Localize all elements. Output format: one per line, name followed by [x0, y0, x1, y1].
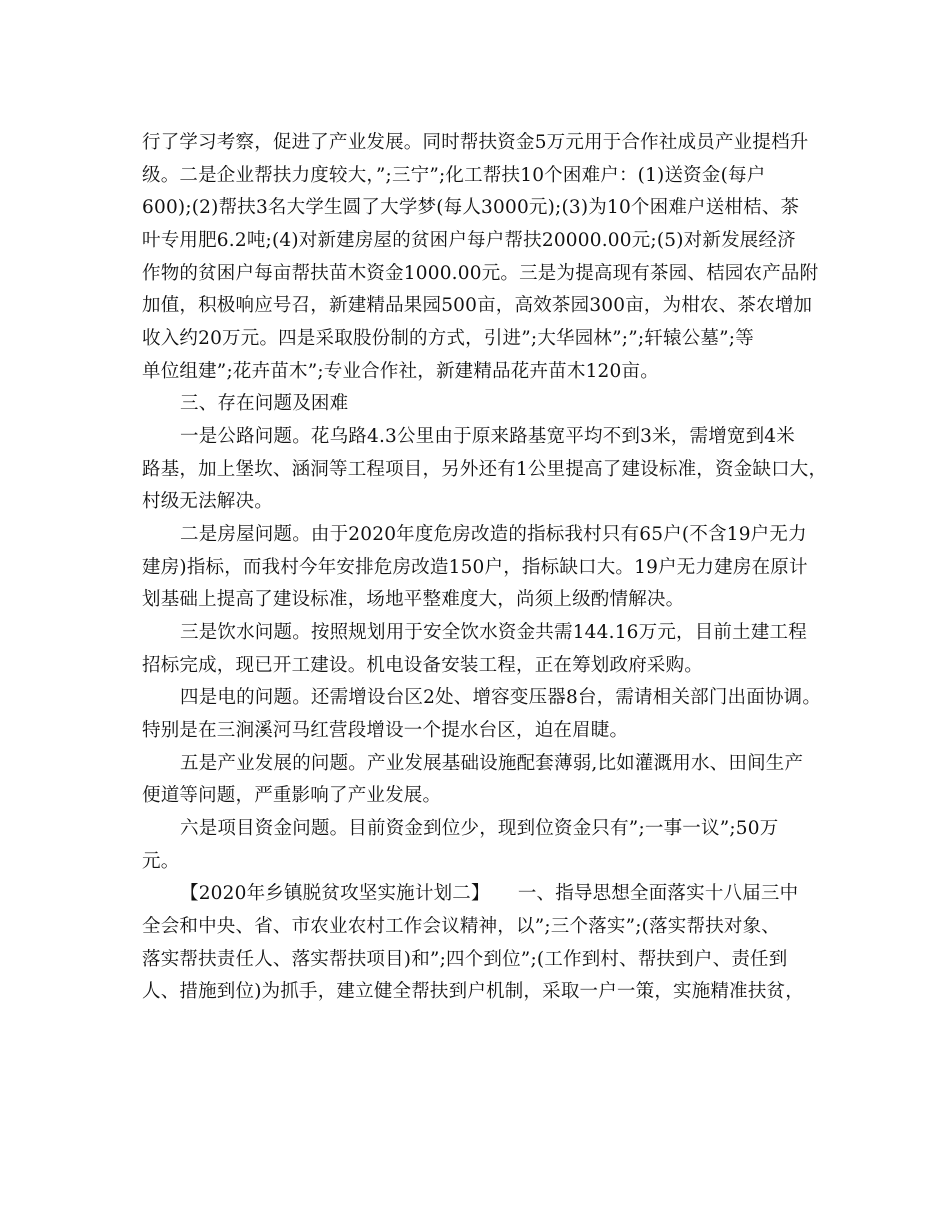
text-line: 元。	[142, 851, 180, 872]
text-line: 村级无法解决。	[142, 491, 273, 512]
text-line: 二是房屋问题。由于2020年度危房改造的指标我村只有65户(不含19户无力	[180, 524, 807, 545]
section-heading: 三、存在问题及困难	[180, 393, 349, 414]
text-line: 划基础上提高了建设标准，场地平整难度大，尚须上级酌情解决。	[142, 589, 685, 610]
text-line: 五是产业发展的问题。产业发展基础设施配套薄弱,比如灌溉用水、田间生产	[180, 753, 804, 774]
text-line: 建房)指标，而我村今年安排危房改造150户，指标缺口大。19户无力建房在原计	[142, 557, 808, 578]
text-line: 【2020年乡镇脱贫攻坚实施计划二】 一、指导思想全面落实十八届三中	[180, 883, 799, 904]
text-line: 特别是在三涧溪河马红营段增设一个提水台区，迫在眉睫。	[142, 720, 629, 741]
text-line: 便道等问题，严重影响了产业发展。	[142, 785, 442, 806]
text-line: 叶专用肥6.2吨;(4)对新建房屋的贫困户每户帮扶20000.00元;(5)对新发展经济	[142, 230, 796, 251]
text-line: 作物的贫困户每亩帮扶苗木资金1000.00元。三是为提高现有茶园、桔园农产品附	[142, 263, 819, 284]
text-line: 全会和中央、省、市农业农村工作会议精神，以”;三个落实”;(落实帮扶对象、	[142, 916, 781, 937]
text-line: 一是公路问题。花乌路4.3公里由于原来路基宽平均不到3米，需增宽到4米	[180, 426, 795, 447]
text-line: 落实帮扶责任人、落实帮扶项目)和”;四个到位”;(工作到村、帮扶到户、责任到	[142, 949, 788, 970]
text-line: 级。二是企业帮扶力度较大，”;三宁”;化工帮扶10个困难户：(1)送资金(每户	[142, 165, 766, 186]
text-line: 路基，加上堡坎、涵洞等工程项目，另外还有1公里提高了建设标准，资金缺口大，	[142, 459, 828, 480]
text-line: 加值，积极响应号召，新建精品果园500亩，高效茶园300亩，为柑农、茶农增加	[142, 295, 813, 316]
text-line: 四是电的问题。还需增设台区2处、增容变压器8台，需请相关部门出面协调。	[180, 687, 822, 708]
text-line: 单位组建”;花卉苗木”;专业合作社，新建精品花卉苗木120亩。	[142, 361, 659, 382]
text-line: 行了学习考察，促进了产业发展。同时帮扶资金5万元用于合作社成员产业提档升	[142, 132, 809, 153]
text-line: 600);(2)帮扶3名大学生圆了大学梦(每人3000元);(3)为10个困难户送柑桔、茶	[142, 197, 800, 218]
text-line: 收入约20万元。四是采取股份制的方式，引进”;大华园林”;”;轩辕公墓”;等	[142, 328, 754, 349]
text-line: 人、措施到位)为抓手，建立健全帮扶到户机制，采取一户一策，实施精准扶贫，	[142, 981, 804, 1002]
text-line: 招标完成，现已开工建设。机电设备安装工程，正在筹划政府采购。	[142, 655, 704, 676]
text-line: 三是饮水问题。按照规划用于安全饮水资金共需144.16万元，目前土建工程	[180, 622, 807, 643]
text-line: 六是项目资金问题。目前资金到位少，现到位资金只有”;一事一议”;50万	[180, 818, 779, 839]
